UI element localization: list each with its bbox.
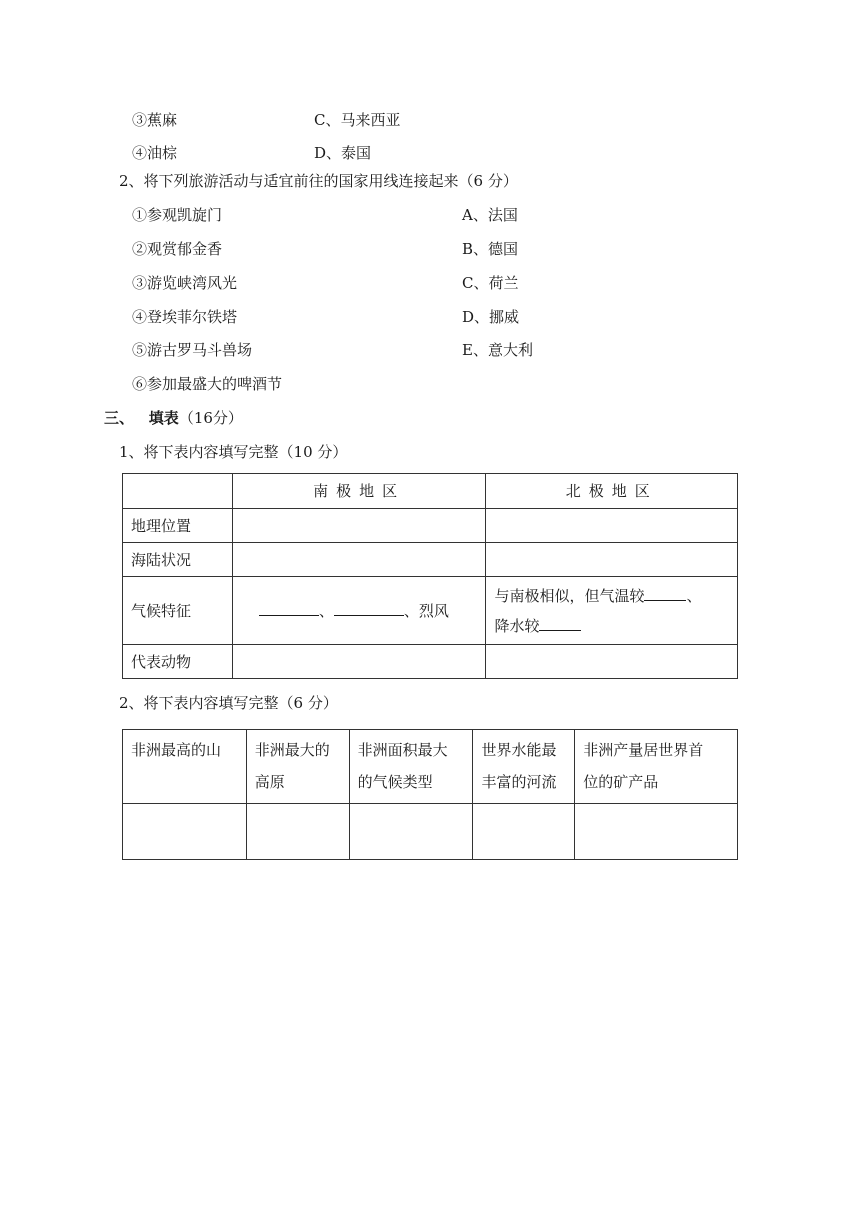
answer-cell[interactable] — [486, 509, 738, 543]
answer-cell[interactable] — [575, 804, 738, 860]
blank-line[interactable] — [539, 616, 581, 631]
q2-activity-4: ④登埃菲尔铁塔 — [132, 308, 238, 326]
polar-table-corner-cell — [123, 474, 233, 509]
table-row — [123, 577, 738, 645]
section-3-title: 填表 — [148, 409, 179, 427]
header-line: 非洲面积最大 — [357, 741, 448, 759]
header-largest-plateau — [246, 730, 349, 804]
table2-title: 2、将下表内容填写完整（6 分） — [119, 694, 338, 712]
q2-activity-6: ⑥参加最盛大的啤酒节 — [132, 375, 283, 393]
q2-country-d: D、挪威 — [462, 308, 520, 326]
africa-table-header-row — [123, 730, 738, 804]
q2-activity-5: ⑤游古罗马斗兽场 — [132, 341, 253, 359]
climate-arctic-cell — [486, 577, 738, 645]
table-row — [123, 509, 738, 543]
header-largest-climate — [349, 730, 473, 804]
answer-cell[interactable] — [232, 543, 486, 577]
q2-activity-1: ①参观凯旋门 — [132, 206, 223, 224]
climate-arctic-line2: 降水较 — [494, 616, 540, 635]
separator: 、 — [403, 601, 419, 620]
q2-title: 2、将下列旅游活动与适宜前往的国家用线连接起来（6 分） — [119, 172, 518, 190]
answer-cell[interactable] — [246, 804, 349, 860]
row-label-land-sea: 海陆状况 — [123, 543, 233, 577]
header-line: 非洲产量居世界首 — [583, 741, 704, 759]
header-top-mineral — [575, 730, 738, 804]
header-arctic: 北极地区 — [486, 474, 738, 509]
q2-country-c: C、荷兰 — [462, 274, 519, 292]
section-3-heading — [104, 408, 243, 428]
answer-cell[interactable] — [349, 804, 473, 860]
table-row — [123, 543, 738, 577]
blank-line[interactable] — [644, 586, 686, 601]
table-row — [123, 645, 738, 679]
answer-cell[interactable] — [232, 645, 486, 679]
header-antarctic: 南极地区 — [232, 474, 486, 509]
africa-table — [122, 729, 738, 860]
q2-country-b: B、德国 — [462, 240, 519, 258]
answer-cell[interactable] — [486, 543, 738, 577]
header-line: 位的矿产品 — [583, 773, 659, 791]
header-line: 非洲最大的 — [254, 741, 330, 759]
header-line: 非洲最高的山 — [131, 741, 222, 759]
q2-activity-3: ③游览峡湾风光 — [132, 274, 238, 292]
answer-cell[interactable] — [473, 804, 575, 860]
blank-line[interactable] — [334, 601, 404, 616]
climate-arctic-line1: 与南极相似，但气温较 — [494, 586, 645, 605]
separator: 、 — [318, 601, 334, 620]
row-label-location: 地理位置 — [123, 509, 233, 543]
answer-cell[interactable] — [123, 804, 247, 860]
blank-line[interactable] — [259, 601, 319, 616]
answer-cell[interactable] — [486, 645, 738, 679]
header-richest-river — [473, 730, 575, 804]
row-label-climate: 气候特征 — [123, 577, 233, 645]
q2-country-e: E、意大利 — [462, 341, 533, 359]
table-row — [123, 804, 738, 860]
header-highest-mountain — [123, 730, 247, 804]
row-label-animals: 代表动物 — [123, 645, 233, 679]
q2-activity-2: ②观赏郁金香 — [132, 240, 223, 258]
header-line: 高原 — [254, 773, 285, 791]
header-line: 世界水能最 — [481, 741, 557, 759]
climate-antarctic-text: 烈风 — [418, 601, 449, 620]
header-line: 的气候类型 — [357, 773, 433, 791]
separator: 、 — [686, 586, 702, 605]
section-3-number: 三、 — [104, 409, 135, 427]
polar-table-header-row — [123, 474, 738, 509]
climate-antarctic-cell — [232, 577, 486, 645]
answer-cell[interactable] — [232, 509, 486, 543]
q2-country-a: A、法国 — [462, 206, 518, 224]
q1-option-right-d: D、泰国 — [314, 144, 372, 162]
polar-table — [122, 473, 738, 679]
table1-title: 1、将下表内容填写完整（10 分） — [119, 443, 348, 461]
q1-option-left-4: ④油棕 — [132, 144, 178, 162]
section-3-score: （16分） — [178, 409, 243, 427]
q1-option-right-c: C、马来西亚 — [314, 111, 401, 129]
q1-option-left-3: ③蕉麻 — [132, 111, 178, 129]
header-line: 丰富的河流 — [481, 773, 557, 791]
